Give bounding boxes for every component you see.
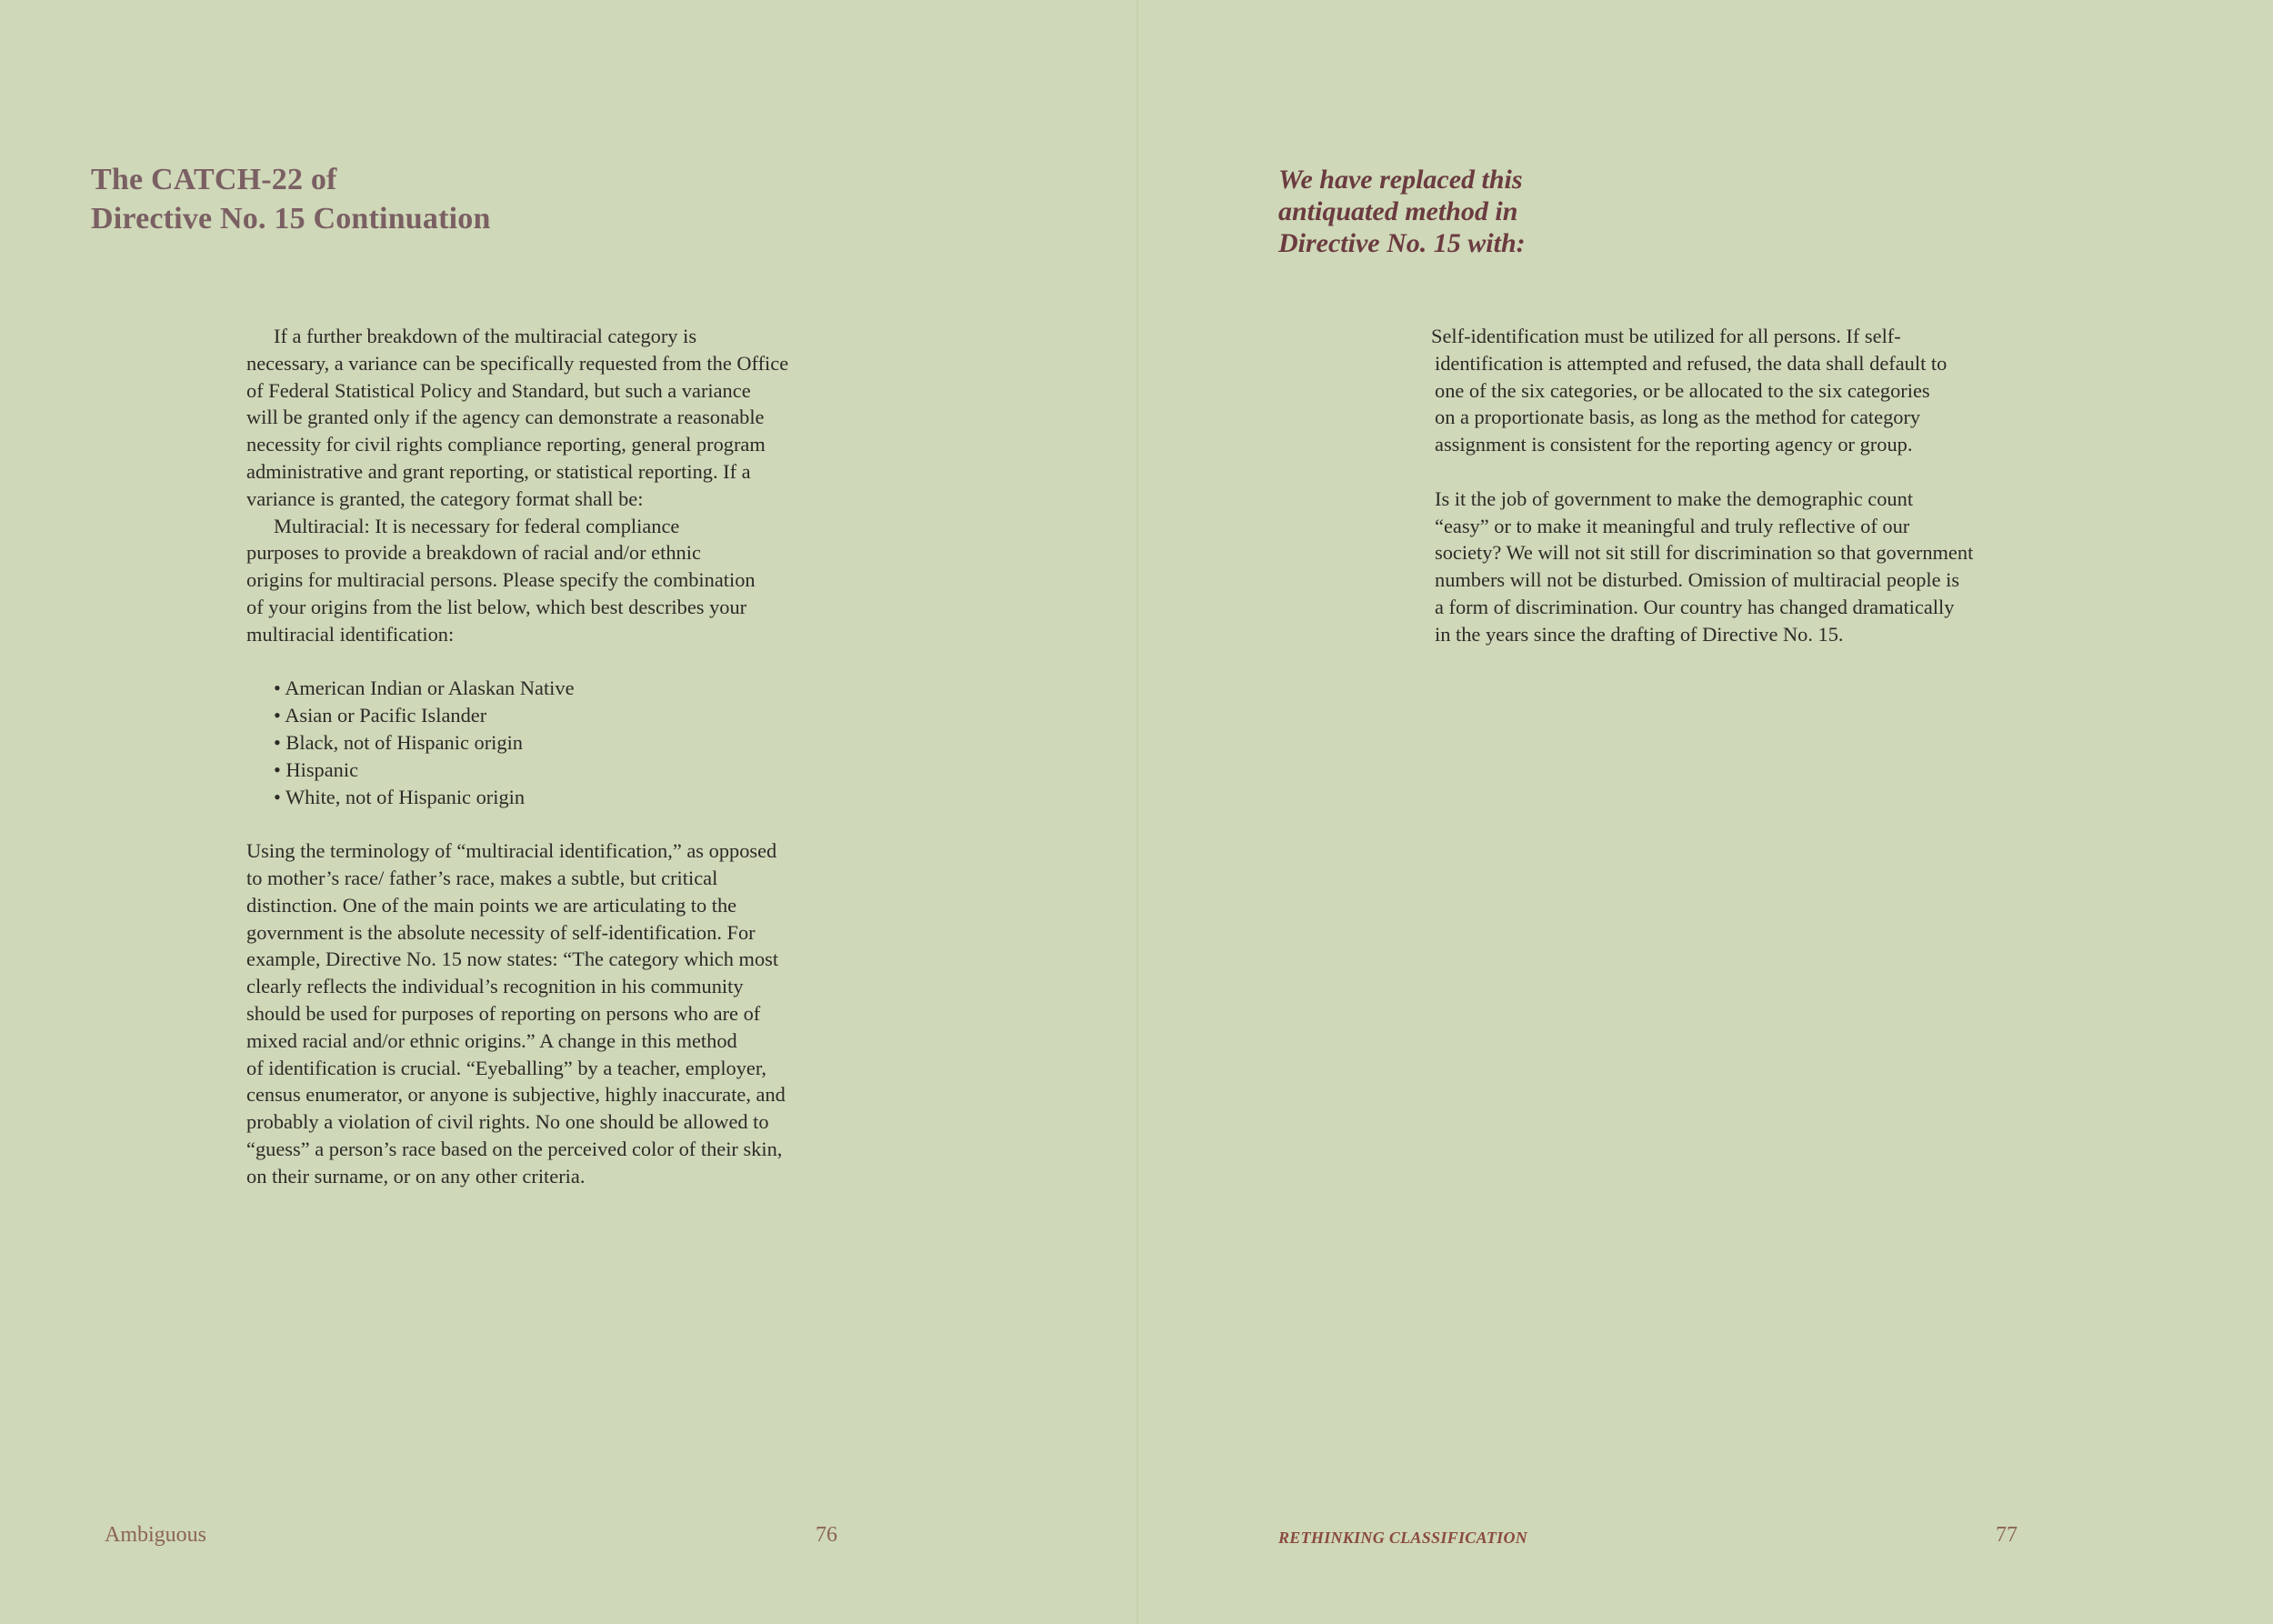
text-line: a form of discrimination. Our country has changed dramatically xyxy=(1435,595,1955,618)
text-line: census enumerator, or anyone is subjective, highly inaccurate, and xyxy=(246,1083,786,1107)
running-footer-right: RETHINKING CLASSIFICATION xyxy=(1278,1529,1528,1547)
text-line: necessity for civil rights compliance reporting, general program xyxy=(246,433,766,456)
text-line: distinction. One of the main points we are articulating to the xyxy=(246,893,737,917)
text-line: of Federal Statistical Policy and Standard, but such a variance xyxy=(246,378,751,402)
text-line: identification is attempted and refused, the data shall default to xyxy=(1435,351,1948,375)
paragraph-break xyxy=(246,648,865,676)
text-line: If a further breakdown of the multiracial category is xyxy=(274,325,697,347)
text-line: administrative and grant reporting, or statistical reporting. If a xyxy=(246,459,751,483)
text-line: variance is granted, the category format shall be: xyxy=(246,486,644,510)
text-line: of your origins from the list below, which best describes your xyxy=(246,595,747,618)
text-line: mixed racial and/or ethnic origins.” A change in this method xyxy=(246,1028,737,1052)
text-line: “easy” or to make it meaningful and truly reflective of our xyxy=(1435,514,1910,537)
paragraph-break xyxy=(246,810,865,837)
text-line: numbers will not be disturbed. Omission of multiracial people is xyxy=(1435,568,1960,592)
text-line: Using the terminology of “multiracial identification,” as opposed xyxy=(246,839,777,863)
text-line: example, Directive No. 15 now states: “The category which most xyxy=(246,947,779,971)
text-line: will be granted only if the agency can demonstrate a reasonable xyxy=(246,406,765,429)
text-line: purposes to provide a breakdown of racial and/or ethnic xyxy=(246,541,701,565)
page-number-right: 77 xyxy=(1996,1523,2018,1547)
text-line: on a proportionate basis, as long as the method for category xyxy=(1435,406,1921,429)
right-page-heading xyxy=(1278,164,1751,259)
text-line: society? We will not sit still for discrimination so that government xyxy=(1435,541,1974,565)
heading-line: We have replaced this xyxy=(1278,165,1523,195)
heading-line: The CATCH-22 of xyxy=(91,163,337,196)
text-line: multiracial identification: xyxy=(246,622,455,646)
text-line: Is it the job of government to make the demographic count xyxy=(1435,486,1914,510)
text-line: of identification is crucial. “Eyeballing” by a teacher, employer, xyxy=(246,1056,767,1079)
list-item: • Asian or Pacific Islander xyxy=(274,704,487,727)
running-footer-left: Ambiguous xyxy=(105,1523,207,1547)
paragraph-break xyxy=(1435,458,2053,486)
text-line: “guess” a person’s race based on the perceived color of their skin, xyxy=(246,1137,783,1160)
text-line: origins for multiracial persons. Please specify the combination xyxy=(246,568,756,592)
heading-line: antiquated method in xyxy=(1278,196,1518,226)
left-page-heading xyxy=(91,160,727,238)
text-line: necessary, a variance can be specifically requested from the Office xyxy=(246,351,789,375)
text-line: Multiracial: It is necessary for federal compliance xyxy=(274,514,680,537)
text-line: probably a violation of civil rights. No one should be allowed to xyxy=(246,1110,769,1134)
text-line: on their surname, or on any other criteria. xyxy=(246,1164,586,1188)
list-item: • American Indian or Alaskan Native xyxy=(274,677,575,700)
right-page xyxy=(1138,0,2273,1624)
page-number-left: 76 xyxy=(816,1523,837,1547)
text-line: should be used for purposes of reporting on persons who are of xyxy=(246,1001,761,1025)
text-line: to mother’s race/ father’s race, makes a subtle, but critical xyxy=(246,866,718,889)
list-item: • White, not of Hispanic origin xyxy=(274,785,526,808)
list-item: • Black, not of Hispanic origin xyxy=(274,730,523,754)
heading-line: Directive No. 15 Continuation xyxy=(91,202,491,236)
left-page xyxy=(0,0,1136,1624)
text-line: one of the six categories, or be allocated to the six categories xyxy=(1435,378,1930,402)
text-line: Self-identification must be utilized for all persons. If self- xyxy=(1431,325,1901,347)
text-line: government is the absolute necessity of self-identification. For xyxy=(246,920,756,944)
list-item: • Hispanic xyxy=(274,757,359,781)
text-line: assignment is consistent for the reporting agency or group. xyxy=(1435,433,1913,456)
right-page-body xyxy=(1431,323,2053,648)
heading-line: Directive No. 15 with: xyxy=(1278,228,1526,258)
left-page-body xyxy=(246,323,865,1190)
text-line: clearly reflects the individual’s recognition in his community xyxy=(246,975,744,998)
text-line: in the years since the drafting of Directive No. 15. xyxy=(1435,622,1844,646)
